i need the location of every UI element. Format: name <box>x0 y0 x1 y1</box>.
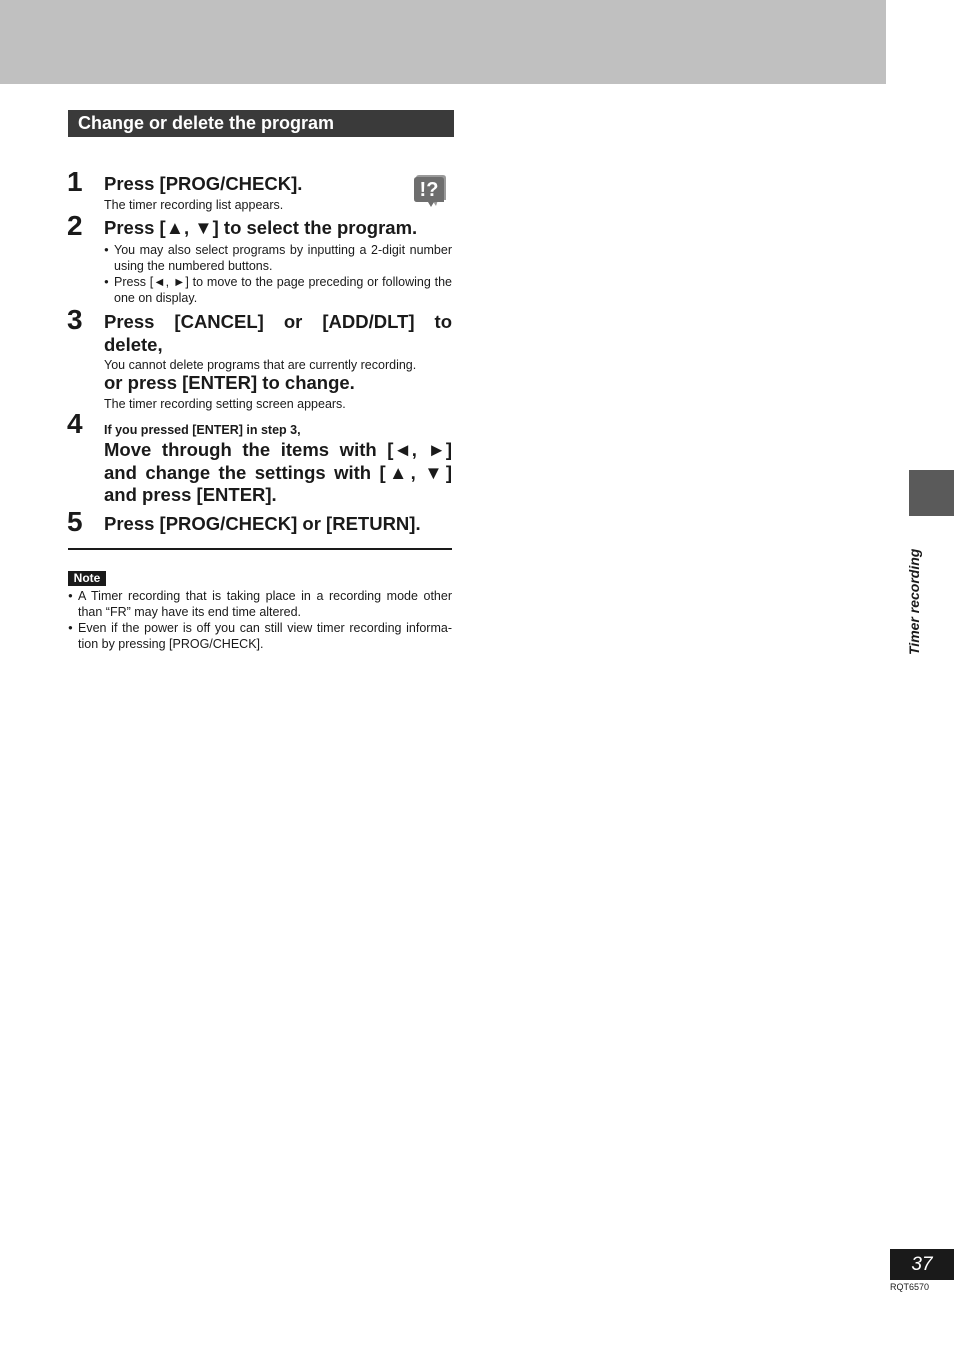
step-2-bullet: ● Press [◄, ►] to move to the page preceding or following the one on display. <box>104 274 452 306</box>
speech-bubble-exclaim-question-icon <box>412 174 450 208</box>
step-5-number: 5 <box>67 506 83 537</box>
document-code: RQT6570 <box>890 1282 930 1292</box>
step-4-precondition: If you pressed [ENTER] in step 3, <box>104 423 301 437</box>
step-3-note-alt: The timer recording setting screen appears. <box>104 397 346 411</box>
step-4-number: 4 <box>67 408 83 439</box>
step-5-title: Press [PROG/CHECK] or [RETURN]. <box>104 513 421 534</box>
step-2-bullet: ● You may also select programs by inputting a 2-digit number using the numbered buttons. <box>104 242 452 274</box>
step-1-title: Press [PROG/CHECK]. <box>104 173 303 194</box>
page-number: 37 <box>890 1249 954 1280</box>
step-4-title: Move through the items with [◄, ►] and change the settings with [▲, ▼] and press [ENTER]. <box>104 439 452 505</box>
svg-text:!?: !? <box>419 179 439 201</box>
step-3-note: You cannot delete programs that are currently recording. <box>104 358 417 372</box>
section-divider <box>68 548 452 550</box>
section-title: Change or delete the program <box>68 110 454 137</box>
step-3-number: 3 <box>67 304 83 335</box>
step-3-title-alt: or press [ENTER] to change. <box>104 372 355 393</box>
chapter-tab-label: Timer recording <box>906 548 922 655</box>
note-label: Note <box>68 571 106 586</box>
note-item: ● Even if the power is off you can still view timer recording informa- tion by pressing [PROG/CHECK]. <box>68 620 452 652</box>
step-1-number: 1 <box>67 166 83 197</box>
step-2-title: Press [▲, ▼] to select the program. <box>104 217 418 238</box>
note-item: ● A Timer recording that is taking place in a recording mode other than “FR” may have its end time altered. <box>68 588 452 620</box>
header-band <box>0 0 886 84</box>
chapter-tab <box>909 470 954 516</box>
step-1-note: The timer recording list appears. <box>104 198 284 212</box>
step-3-title: Press [CANCEL] or [ADD/DLT] to delete, <box>104 311 452 355</box>
step-2-number: 2 <box>67 210 83 241</box>
